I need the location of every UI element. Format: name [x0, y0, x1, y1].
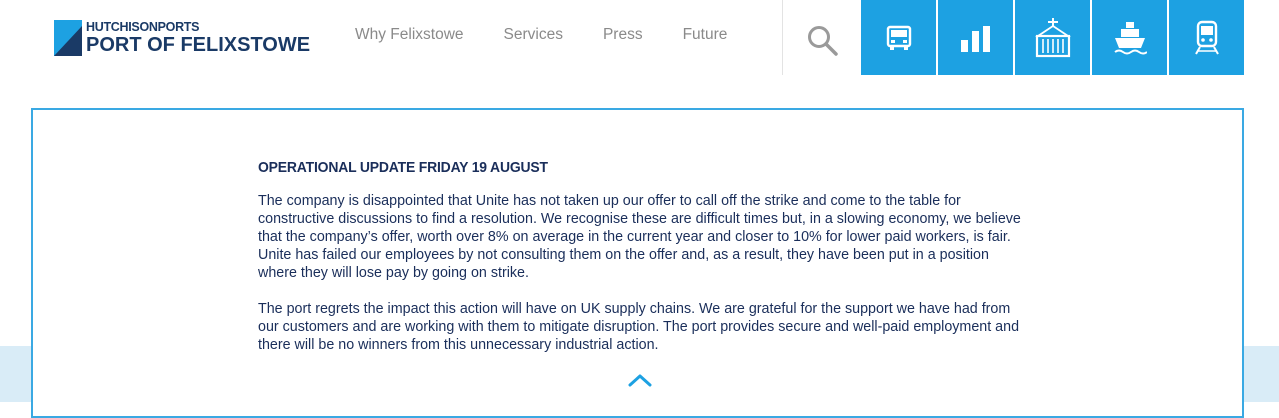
- tile-rail[interactable]: [1169, 0, 1244, 75]
- logo-top-text: HUTCHISONPORTS: [86, 20, 200, 34]
- tile-truck[interactable]: [861, 0, 936, 75]
- truck-icon: [884, 23, 914, 53]
- nav-why-felixstowe[interactable]: Why Felixstowe: [355, 26, 464, 43]
- article-paragraph-2: The port regrets the impact this action will have on UK supply chains. We are grateful for the support we have had from our customers and are working with them to mitigate disruption. The port provides secure and well-paid employment and there will be no winners from this unnecessary industrial action.: [258, 301, 1020, 353]
- tile-shipping[interactable]: [1092, 0, 1167, 75]
- quick-links: [861, 0, 1244, 75]
- logo-mark-icon: [54, 20, 82, 56]
- chevron-up-icon[interactable]: [627, 372, 653, 388]
- tile-containers[interactable]: [1015, 0, 1090, 75]
- tile-statistics[interactable]: [938, 0, 1013, 75]
- operational-update-card: [31, 108, 1244, 418]
- container-crane-icon: [1034, 18, 1072, 58]
- port-of-felixstowe-logo[interactable]: [54, 20, 314, 60]
- article-content: [258, 159, 1028, 372]
- article-title: OPERATIONAL UPDATE FRIDAY 19 AUGUST: [258, 159, 548, 176]
- site-header: [0, 0, 1279, 75]
- logo-main-text: PORT OF FELIXSTOWE: [86, 34, 311, 56]
- nav-future[interactable]: Future: [682, 26, 728, 43]
- bar-chart-icon: [960, 24, 992, 52]
- header-divider: [782, 0, 783, 75]
- train-icon: [1193, 20, 1221, 56]
- article-paragraph-1: The company is disappointed that Unite has not taken up our offer to call off the strike and come to the table for constructive discussions to find a resolution. We recognise these are difficult times but, in a slowing economy, we believe that the company’s offer, worth over 8% on average in the current year and closer to 10% for lower paid workers, is fair. Unite has failed our employees by not consulting them on the offer and, as a result, they have been put in a position where they will lose pay by going on strike.: [258, 193, 1021, 281]
- ship-icon: [1113, 20, 1147, 56]
- nav-press[interactable]: Press: [602, 26, 643, 43]
- search-icon[interactable]: [806, 24, 838, 56]
- nav-services[interactable]: Services: [503, 26, 563, 43]
- main-nav: [355, 26, 767, 44]
